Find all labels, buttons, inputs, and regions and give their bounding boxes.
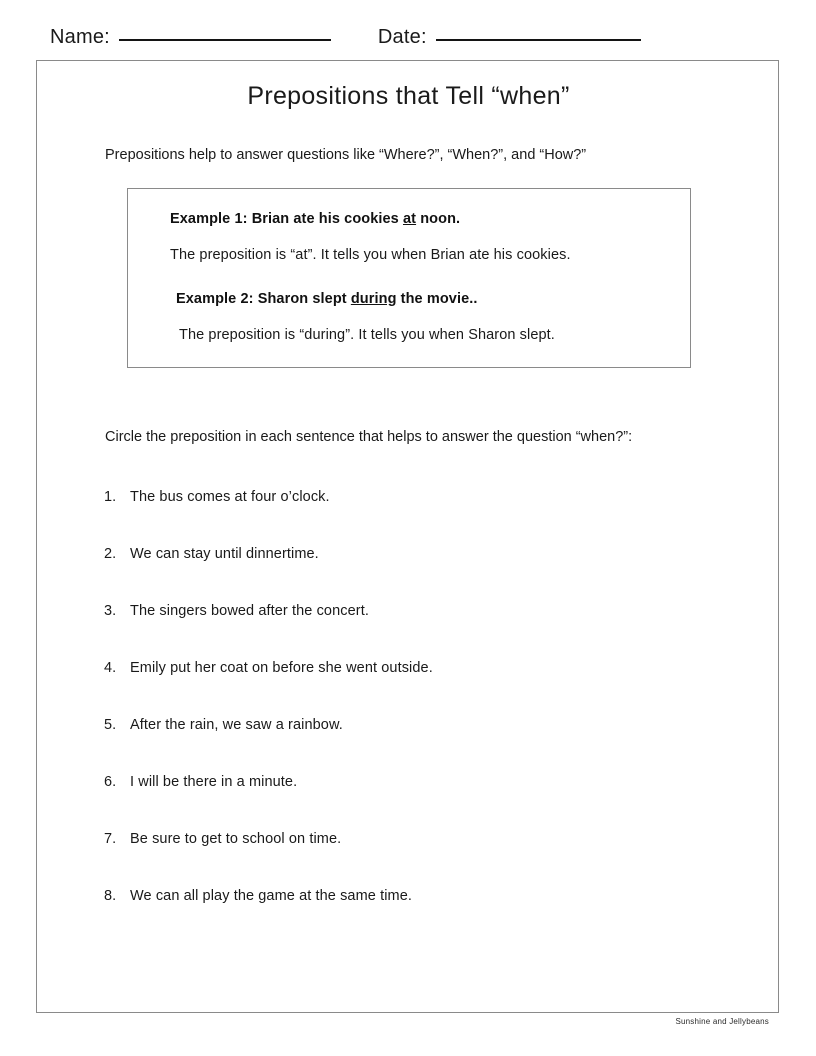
- example-box: [127, 188, 691, 368]
- question-number: 3.: [104, 603, 117, 619]
- list-item[interactable]: [104, 603, 754, 660]
- example-2-heading-prefix: Example 2: Sharon slept: [176, 291, 351, 307]
- example-2-explanation: The preposition is “during”. It tells you when Sharon slept.: [179, 327, 555, 343]
- example-1-preposition: at: [402, 211, 417, 227]
- page-title: Prepositions that Tell “when”: [247, 82, 570, 110]
- date-label: Date:: [377, 26, 427, 48]
- question-text: We can stay until dinnertime.: [130, 546, 319, 562]
- example-1-explanation: The preposition is “at”. It tells you when Brian ate his cookies.: [170, 247, 571, 263]
- list-item[interactable]: [104, 774, 754, 831]
- question-number: 1.: [104, 489, 117, 505]
- question-number: 7.: [104, 831, 117, 847]
- list-item[interactable]: [104, 717, 754, 774]
- question-text: After the rain, we saw a rainbow.: [130, 717, 343, 733]
- example-1-heading: [170, 211, 571, 227]
- question-number: 6.: [104, 774, 117, 790]
- list-item[interactable]: [104, 660, 754, 717]
- question-list: [104, 489, 754, 945]
- example-1-heading-prefix: Example 1: Brian ate his cookies: [170, 211, 403, 227]
- date-write-line[interactable]: [436, 38, 641, 41]
- worksheet-frame: [36, 60, 779, 1013]
- question-text: The singers bowed after the concert.: [130, 603, 369, 619]
- example-2-heading: [176, 291, 555, 307]
- name-date-header: [0, 26, 816, 60]
- question-text: Emily put her coat on before she went outside.: [130, 660, 433, 676]
- question-number: 8.: [104, 888, 117, 904]
- question-number: 4.: [104, 660, 117, 676]
- example-2-block: [176, 291, 555, 343]
- list-item[interactable]: [104, 546, 754, 603]
- question-number: 2.: [104, 546, 117, 562]
- question-text: Be sure to get to school on time.: [130, 831, 342, 847]
- example-1-heading-suffix: noon.: [416, 211, 461, 227]
- example-1-block: [170, 211, 571, 263]
- date-field: [378, 26, 641, 49]
- name-label: Name:: [50, 26, 110, 48]
- question-text: I will be there in a minute.: [130, 774, 298, 790]
- example-2-heading-suffix: the movie..: [396, 291, 478, 307]
- question-text: We can all play the game at the same time.: [130, 888, 412, 904]
- intro-text: Prepositions help to answer questions like “Where?”, “When?”, and “How?”: [105, 147, 587, 163]
- list-item[interactable]: [104, 489, 754, 546]
- question-number: 5.: [104, 717, 117, 733]
- directions-text: Circle the preposition in each sentence that helps to answer the question “when?”:: [105, 429, 633, 445]
- list-item[interactable]: [104, 831, 754, 888]
- footer-credit: Sunshine and Jellybeans: [675, 1017, 769, 1026]
- example-2-preposition: during: [350, 291, 397, 307]
- name-write-line[interactable]: [119, 38, 331, 41]
- list-item[interactable]: [104, 888, 754, 945]
- question-text: The bus comes at four o’clock.: [130, 489, 330, 505]
- name-field: [50, 26, 331, 49]
